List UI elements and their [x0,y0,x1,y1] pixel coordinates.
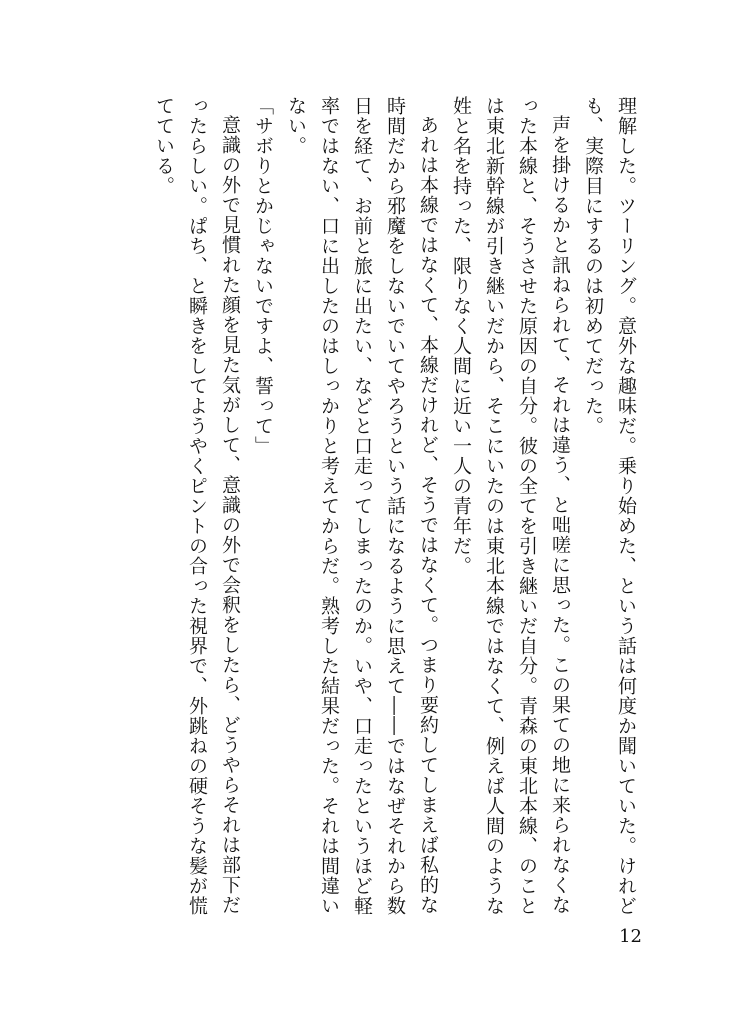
dialogue-line: 「サボりとかじゃないですよ、誓って」 [252,96,274,456]
paragraph-3: あれは本線ではなくて、本線だけれど、そうではなくて。つまり要約してしまえば私的な時間だから邪魔をしないでいてやろうという話になるように思えて――ではなぜそれから数日を経て、お前と旅に出たい、などと口走ってしまったのか。いや、口走ったというほど軽率ではない、口に出したのはしっかりと考えてからだ。熟考した結果だった。それは間違いない。 [285,96,439,916]
page-number: 12 [619,926,642,947]
paragraph-5: 意識の外で見慣れた顔を見た気がして、意識の外で会釈をしたら、どうやらそれは部下だったらしい。ぱち、と瞬きをしてようやくピントの合った視界で、外跳ねの硬そうな髪が慌てている。 [153,96,241,916]
paragraph-1: 理解した。ツーリング。意外な趣味だ。乗り始めた、という話は何度か聞いていた。けれども、実際目にするのは初めてだった。 [582,96,637,916]
vertical-text-body [82,96,642,916]
paragraph-2: 声を掛けるかと訊ねられて、それは違う、と咄嗟に思った。この果ての地に来られなくなった本線と、そうさせた原因の自分。彼の全てを引き継いだ自分。青森の東北本線、のことは東北新幹線が引き継いだから、そこにいたのは東北本線ではなくて、例えば人間のような姓と名を持った、限りなく人間に近い一人の青年だ。 [450,96,571,916]
